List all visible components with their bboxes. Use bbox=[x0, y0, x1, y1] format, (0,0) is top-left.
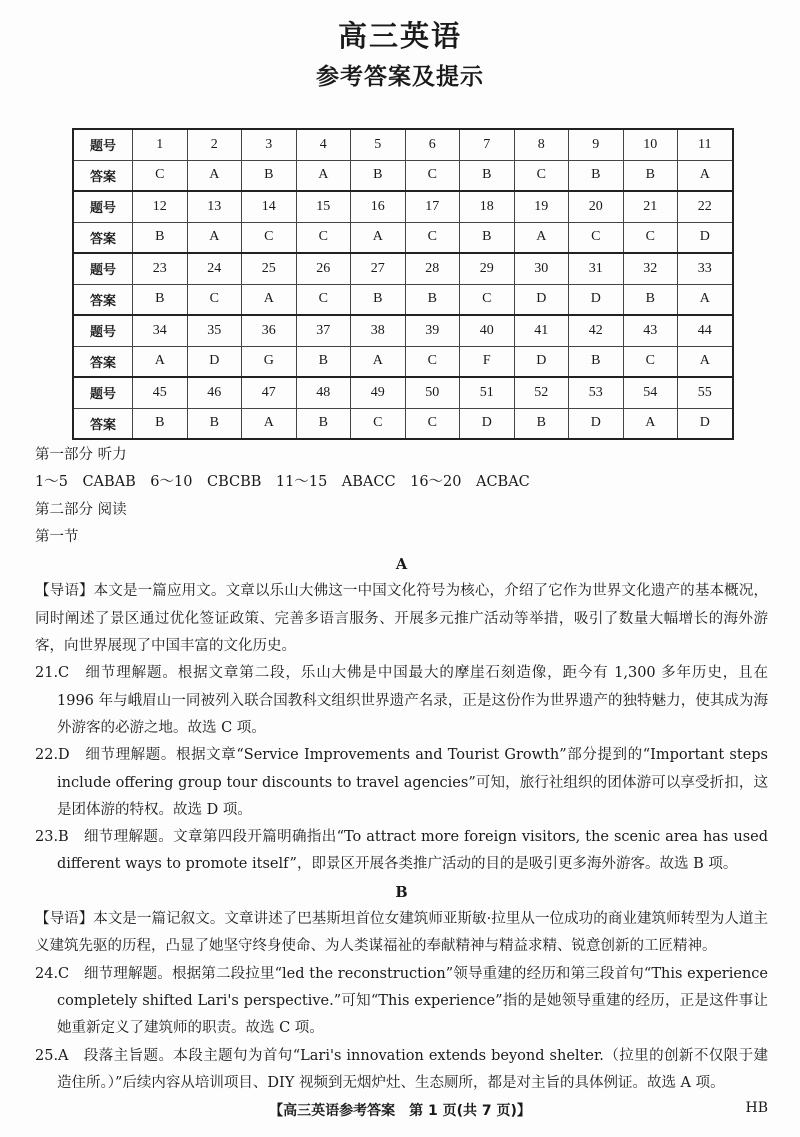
question-number: 28 bbox=[405, 253, 460, 284]
question-number: 27 bbox=[351, 253, 406, 284]
answer-cell: B bbox=[296, 408, 351, 439]
footer-code: HB bbox=[745, 1100, 768, 1116]
answer-row bbox=[73, 222, 733, 253]
answer-cell: A bbox=[678, 160, 733, 191]
question-number: 22 bbox=[678, 191, 733, 222]
page-title: 高三英语 bbox=[337, 19, 462, 53]
answer-cell: B bbox=[133, 222, 188, 253]
question-number: 2 bbox=[187, 129, 242, 160]
question-number: 47 bbox=[242, 377, 297, 408]
answer-cell: D bbox=[569, 284, 624, 315]
question-number: 3 bbox=[242, 129, 297, 160]
answer-cell: C bbox=[351, 408, 406, 439]
row-header: 答案 bbox=[73, 222, 133, 253]
question-number: 25 bbox=[242, 253, 297, 284]
question-row bbox=[73, 377, 733, 408]
answer-explanation: 23.B 细节理解题。文章第四段开篇明确指出“To attract more foreign visitors, the scenic area has used different ways to promote itself”，即景区开展各类推广活动的目的是吸引更多海外游客。故选 B 项。 bbox=[35, 829, 768, 873]
answer-cell: C bbox=[569, 222, 624, 253]
answer-cell: A bbox=[514, 222, 569, 253]
answer-cell: C bbox=[405, 160, 460, 191]
answer-cell: A bbox=[242, 408, 297, 439]
answer-cell: G bbox=[242, 346, 297, 377]
explanations bbox=[35, 442, 768, 1097]
paragraph: 1～5 CABAB 6～10 CBCBB 11～15 ABACC 16～20 ACBAC bbox=[35, 474, 530, 491]
answer-cell: A bbox=[187, 160, 242, 191]
question-number: 30 bbox=[514, 253, 569, 284]
answer-cell: C bbox=[242, 222, 297, 253]
question-number: 24 bbox=[187, 253, 242, 284]
page-footer: 【高三英语参考答案 第 1 页(共 7 页)】 bbox=[269, 1103, 531, 1119]
paragraph: 第一部分 听力 bbox=[35, 447, 127, 463]
question-number: 26 bbox=[296, 253, 351, 284]
paragraph: 【导语】本文是一篇应用文。文章以乐山大佛这一中国文化符号为核心，介绍了它作为世界文化遗产的基本概况，同时阐述了景区通过优化签证政策、完善多语言服务、开展多元推广活动等举措，吸引了数量大幅增长的海外游客，向世界展现了中国丰富的文化历史。 bbox=[35, 583, 768, 655]
answer-cell: B bbox=[351, 160, 406, 191]
row-header: 题号 bbox=[73, 253, 133, 284]
answer-cell: B bbox=[187, 408, 242, 439]
answer-cell: D bbox=[678, 222, 733, 253]
question-number: 6 bbox=[405, 129, 460, 160]
answer-cell: A bbox=[296, 160, 351, 191]
answer-cell: B bbox=[623, 284, 678, 315]
question-row bbox=[73, 129, 733, 160]
answer-explanation: 25.A 段落主旨题。本段主题句为首句“Lari's innovation extends beyond shelter.（拉里的创新不仅限于建造住所。）”后续内容从培训项目、DIY 视频到无烟炉灶、生态厕所，都是对主旨的具体例证。故选 A 项。 bbox=[35, 1047, 768, 1091]
question-number: 41 bbox=[514, 315, 569, 346]
question-number: 20 bbox=[569, 191, 624, 222]
question-number: 1 bbox=[133, 129, 188, 160]
question-number: 52 bbox=[514, 377, 569, 408]
question-number: 42 bbox=[569, 315, 624, 346]
answer-cell: A bbox=[351, 222, 406, 253]
question-number: 35 bbox=[187, 315, 242, 346]
question-number: 50 bbox=[405, 377, 460, 408]
answer-cell: F bbox=[460, 346, 515, 377]
question-number: 5 bbox=[351, 129, 406, 160]
answer-cell: C bbox=[133, 160, 188, 191]
answer-cell: C bbox=[514, 160, 569, 191]
answer-cell: B bbox=[133, 408, 188, 439]
answer-cell: B bbox=[569, 160, 624, 191]
question-number: 54 bbox=[623, 377, 678, 408]
answer-cell: C bbox=[405, 346, 460, 377]
question-number: 15 bbox=[296, 191, 351, 222]
question-number: 43 bbox=[623, 315, 678, 346]
question-number: 34 bbox=[133, 315, 188, 346]
question-number: 36 bbox=[242, 315, 297, 346]
answer-cell: C bbox=[187, 284, 242, 315]
question-number: 13 bbox=[187, 191, 242, 222]
question-row bbox=[73, 191, 733, 222]
answer-cell: D bbox=[678, 408, 733, 439]
answer-cell: C bbox=[623, 222, 678, 253]
answer-cell: A bbox=[133, 346, 188, 377]
question-number: 8 bbox=[514, 129, 569, 160]
paragraph: 第二部分 阅读 bbox=[35, 501, 127, 518]
question-number: 39 bbox=[405, 315, 460, 346]
question-number: 48 bbox=[296, 377, 351, 408]
question-number: 55 bbox=[678, 377, 733, 408]
answer-cell: C bbox=[405, 222, 460, 253]
row-header: 答案 bbox=[73, 346, 133, 377]
answer-cell: B bbox=[514, 408, 569, 439]
paragraph: 第一节 bbox=[35, 528, 79, 545]
answer-cell: D bbox=[569, 408, 624, 439]
answer-cell: B bbox=[460, 160, 515, 191]
question-number: 45 bbox=[133, 377, 188, 408]
row-header: 答案 bbox=[73, 160, 133, 191]
answer-row bbox=[73, 408, 733, 439]
question-number: 33 bbox=[678, 253, 733, 284]
answer-explanation: 22.D 细节理解题。根据文章“Service Improvements and Tourist Growth”部分提到的“Important steps include offering group tour discounts to travel agencies”可知，旅行社组织的团体游可以享受折扣，这是团体游的特权。故选 D 项。 bbox=[35, 747, 768, 818]
answer-cell: B bbox=[405, 284, 460, 315]
answer-cell: C bbox=[296, 222, 351, 253]
row-header: 答案 bbox=[73, 408, 133, 439]
answer-cell: B bbox=[623, 160, 678, 191]
answer-cell: D bbox=[460, 408, 515, 439]
question-number: 38 bbox=[351, 315, 406, 346]
question-row bbox=[73, 253, 733, 284]
question-number: 21 bbox=[623, 191, 678, 222]
answer-table bbox=[72, 128, 734, 440]
question-number: 12 bbox=[133, 191, 188, 222]
question-number: 40 bbox=[460, 315, 515, 346]
row-header: 答案 bbox=[73, 284, 133, 315]
answer-cell: A bbox=[242, 284, 297, 315]
question-number: 19 bbox=[514, 191, 569, 222]
answer-cell: A bbox=[678, 284, 733, 315]
answer-cell: C bbox=[405, 408, 460, 439]
row-header: 题号 bbox=[73, 315, 133, 346]
question-number: 29 bbox=[460, 253, 515, 284]
question-number: 31 bbox=[569, 253, 624, 284]
answer-cell: A bbox=[351, 346, 406, 377]
answer-cell: A bbox=[187, 222, 242, 253]
question-number: 17 bbox=[405, 191, 460, 222]
answer-cell: B bbox=[242, 160, 297, 191]
answer-row bbox=[73, 284, 733, 315]
answer-cell: C bbox=[460, 284, 515, 315]
answer-row bbox=[73, 346, 733, 377]
answer-explanation: 24.C 细节理解题。根据第二段拉里“led the reconstruction”领导重建的经历和第三段首句“This experience completely shifted Lari's perspective.”可知“This experience”指的是她领导重建的经历，正是这件事让她重新定义了建筑师的职责。故选 C 项。 bbox=[35, 965, 768, 1037]
answer-row bbox=[73, 160, 733, 191]
question-number: 53 bbox=[569, 377, 624, 408]
answer-cell: C bbox=[296, 284, 351, 315]
answer-cell: A bbox=[623, 408, 678, 439]
answer-cell: D bbox=[514, 346, 569, 377]
answer-cell: B bbox=[460, 222, 515, 253]
answer-cell: D bbox=[514, 284, 569, 315]
question-number: 10 bbox=[623, 129, 678, 160]
question-number: 9 bbox=[569, 129, 624, 160]
answer-cell: B bbox=[351, 284, 406, 315]
answer-cell: C bbox=[623, 346, 678, 377]
page-subtitle: 参考答案及提示 bbox=[316, 64, 484, 90]
question-row bbox=[73, 315, 733, 346]
answer-cell: D bbox=[187, 346, 242, 377]
row-header: 题号 bbox=[73, 129, 133, 160]
question-number: 16 bbox=[351, 191, 406, 222]
question-number: 7 bbox=[460, 129, 515, 160]
question-number: 51 bbox=[460, 377, 515, 408]
question-number: 46 bbox=[187, 377, 242, 408]
question-number: 44 bbox=[678, 315, 733, 346]
row-header: 题号 bbox=[73, 377, 133, 408]
answer-cell: B bbox=[569, 346, 624, 377]
question-number: 4 bbox=[296, 129, 351, 160]
question-number: 37 bbox=[296, 315, 351, 346]
question-number: 49 bbox=[351, 377, 406, 408]
answer-cell: A bbox=[678, 346, 733, 377]
answer-cell: B bbox=[133, 284, 188, 315]
row-header: 题号 bbox=[73, 191, 133, 222]
question-number: 14 bbox=[242, 191, 297, 222]
section-heading: A bbox=[395, 556, 408, 574]
question-number: 23 bbox=[133, 253, 188, 284]
answer-explanation: 21.C 细节理解题。根据文章第二段，乐山大佛是中国最大的摩崖石刻造像，距今有 1,300 多年历史，且在 1996 年与峨眉山一同被列入联合国教科文组织世界遗产名录，正是这份作为世界遗产的独特魅力，使其成为海外游客的必游之地。故选 C 项。 bbox=[35, 665, 768, 736]
paragraph: 【导语】本文是一篇记叙文。文章讲述了巴基斯坦首位女建筑师亚斯敏·拉里从一位成功的商业建筑师转型为人道主义建筑先驱的历程，凸显了她坚守终身使命、为人类谋福祉的奉献精神与精益求精、锐意创新的工匠精神。 bbox=[35, 911, 768, 955]
question-number: 18 bbox=[460, 191, 515, 222]
question-number: 32 bbox=[623, 253, 678, 284]
section-heading: B bbox=[395, 883, 408, 901]
answer-cell: B bbox=[296, 346, 351, 377]
question-number: 11 bbox=[678, 129, 733, 160]
